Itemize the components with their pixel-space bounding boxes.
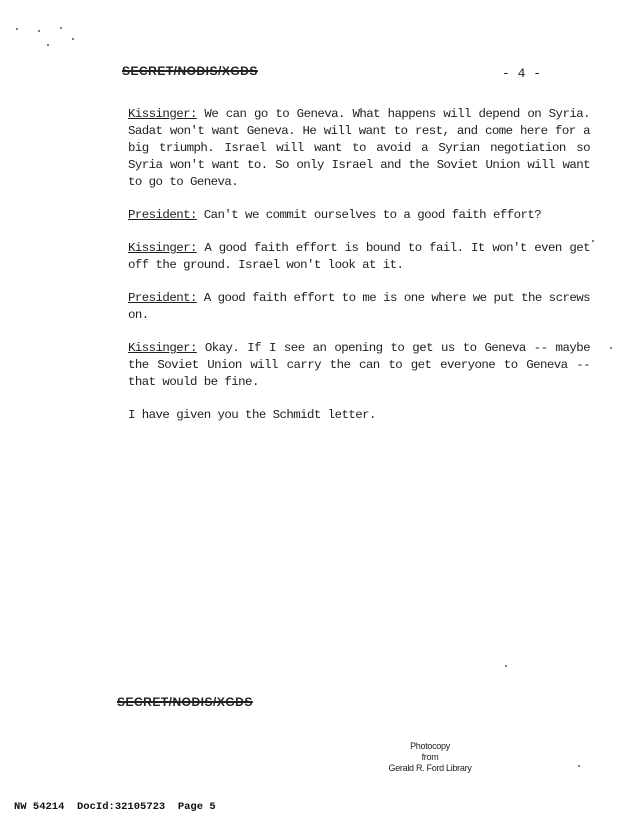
- speaker-label: Kissinger:: [128, 107, 197, 121]
- stamp-line: from: [421, 752, 439, 762]
- transcript-paragraph: [128, 207, 590, 224]
- document-id-footer: NW 54214 DocId:32105723 Page 5: [14, 801, 216, 813]
- scan-speck: [60, 27, 62, 29]
- transcript-paragraph: [128, 340, 590, 391]
- library-stamp: [380, 741, 480, 774]
- paragraph-text: Can't we commit ourselves to a good faith effort?: [196, 208, 542, 222]
- scan-speck: [47, 44, 49, 46]
- classification-footer: SECRET/NODIS/XGDS: [117, 695, 253, 709]
- scan-speck: [72, 38, 74, 40]
- speaker-label: President:: [128, 208, 197, 222]
- scan-speck: [16, 28, 18, 30]
- transcript-paragraph: [128, 106, 590, 191]
- stamp-line: Gerald R. Ford Library: [388, 763, 472, 773]
- paragraph-text: Okay. If I see an opening to get us to Geneva -- maybe the Soviet Union will carry the can to get everyone to Geneva -- that would be fine.: [128, 341, 590, 389]
- transcript-paragraph: [128, 290, 590, 324]
- speaker-label: President:: [128, 291, 197, 305]
- scan-speck: [578, 765, 580, 767]
- speaker-label: Kissinger:: [128, 241, 197, 255]
- paragraph-text: I have given you the Schmidt letter.: [128, 408, 376, 422]
- transcript-paragraph: [128, 240, 590, 274]
- transcript-body: [128, 106, 590, 440]
- page-number: - 4 -: [502, 66, 542, 81]
- paragraph-text: We can go to Geneva. What happens will depend on Syria. Sadat won't want Geneva. He will want to rest, and come here for a big triumph. Israel will want to avoid a Syrian negotiation so Syria won't want to. So only Israel and the Soviet Union will want to go to Geneva.: [128, 107, 590, 189]
- stamp-line: Photocopy: [410, 741, 450, 751]
- speaker-label: Kissinger:: [128, 341, 197, 355]
- scan-speck: [38, 30, 40, 32]
- scan-speck: [610, 347, 612, 349]
- paragraph-text: A good faith effort is bound to fail. It won't even get off the ground. Israel won't look at it.: [128, 241, 590, 272]
- scan-speck: [592, 240, 594, 242]
- transcript-paragraph: [128, 407, 590, 424]
- classification-header: SECRET/NODIS/XGDS: [122, 64, 258, 78]
- paragraph-text: A good faith effort to me is one where we put the screws on.: [128, 291, 590, 322]
- scan-speck: [505, 665, 507, 667]
